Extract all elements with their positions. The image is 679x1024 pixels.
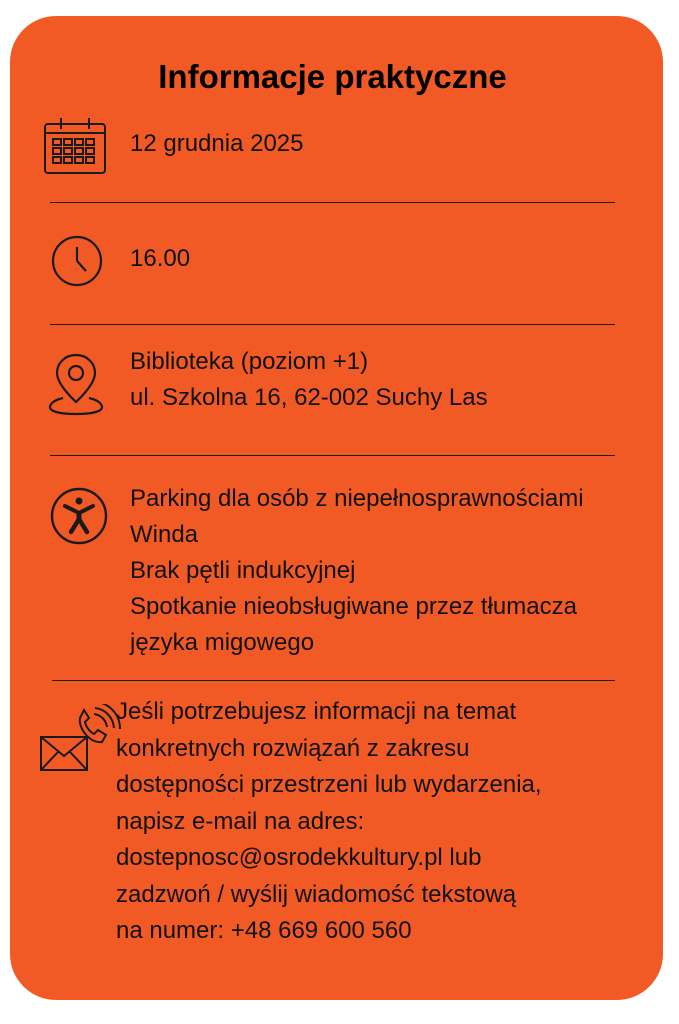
accessibility-line: języka migowego [130,629,315,656]
accessibility-line: Parking dla osób z niepełnosprawnościami [130,485,584,512]
event-time: 16.00 [130,245,191,272]
event-location [130,344,488,416]
location-line: Biblioteka (poziom +1) [130,348,369,375]
contact-line: zadzwoń / wyślij wiadomość tekstową [116,880,517,908]
accessibility-line: Winda [130,521,199,548]
contact-line: Jeśli potrzebujesz informacji na temat [116,698,517,725]
divider [52,680,615,681]
accessibility-icon [50,487,108,545]
divider [50,202,615,203]
card-title: Informacje praktyczne [158,58,507,95]
accessibility-line: Spotkanie nieobsługiwane przez tłumacza [130,593,577,620]
accessibility-line: Brak pętli indukcyjnej [130,557,356,584]
accessibility-info [130,481,584,661]
contact-line: dostępności przestrzeni lub wydarzenia, [116,771,542,798]
clock-icon [51,235,103,287]
divider [50,324,615,325]
contact-line: napisz e-mail na adres: [116,807,365,835]
contact-phone-line[interactable]: na numer: +48 669 600 560 [116,917,412,944]
divider [50,455,615,456]
location-line: ul. Szkolna 16, 62-002 Suchy Las [130,384,488,411]
calendar-icon [43,117,107,175]
contact-email-line[interactable]: dostepnosc@osrodekkultury.pl lub [116,844,482,871]
mail-phone-icon [38,704,122,774]
event-date: 12 grudnia 2025 [130,130,304,157]
map-pin-icon [48,352,104,416]
contact-info [116,694,542,950]
contact-line: konkretnych rozwiązań z zakresu [116,734,470,762]
